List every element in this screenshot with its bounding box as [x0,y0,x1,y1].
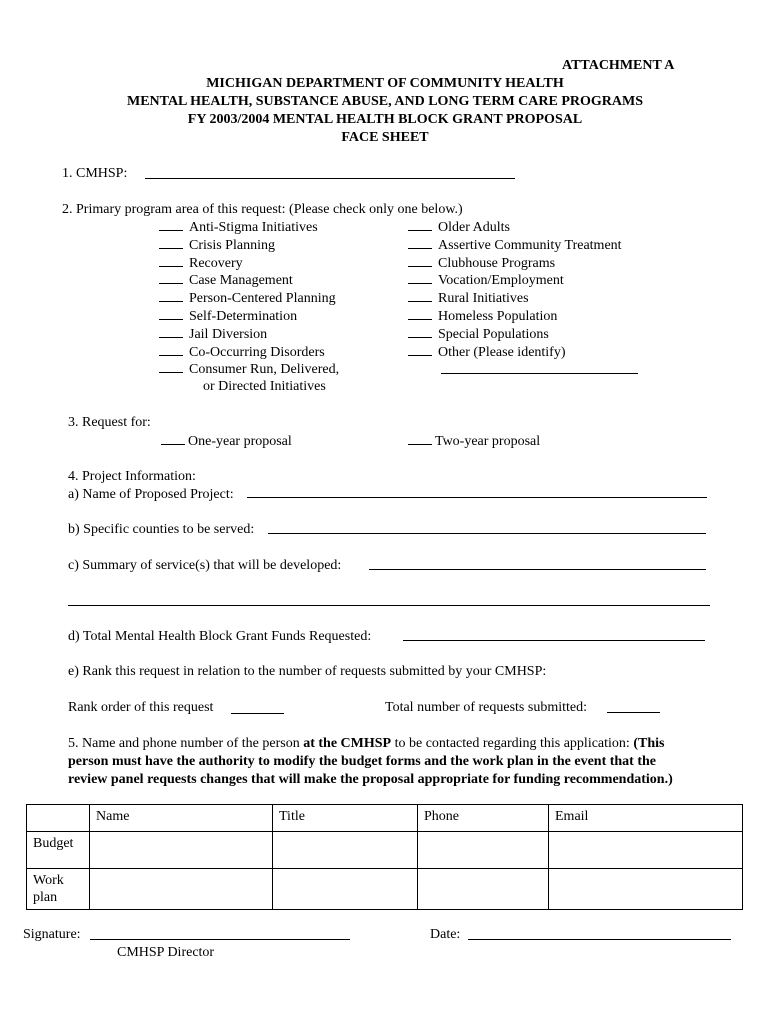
option-jail-diversion[interactable]: Jail Diversion [159,325,267,343]
option-recovery[interactable]: Recovery [159,254,243,272]
total-requests-label: Total number of requests submitted: [385,700,587,715]
column-header-phone: Phone [418,805,549,832]
funds-requested-label: d) Total Mental Health Block Grant Funds Requested: [68,629,372,644]
option-rural[interactable]: Rural Initiatives [408,289,529,307]
table-header-row [27,805,743,832]
row-label-work-plan: Work plan [27,869,90,910]
column-header-name: Name [90,805,273,832]
option-other[interactable]: Other (Please identify) [408,343,566,361]
date-field[interactable] [468,939,731,940]
option-older-adults[interactable]: Older Adults [408,218,510,236]
option-crisis-planning[interactable]: Crisis Planning [159,236,275,254]
signature-field[interactable] [90,939,350,940]
option-self-determination[interactable]: Self-Determination [159,307,297,325]
summary-field[interactable] [369,569,706,570]
checkbox-blank[interactable] [159,289,183,302]
option-homeless[interactable]: Homeless Population [408,307,557,325]
funds-requested-field[interactable] [403,640,705,641]
project-name-label: a) Name of Proposed Project: [68,487,234,502]
director-caption: CMHSP Director [117,945,215,960]
checkbox-blank[interactable] [408,343,432,356]
header-department: MICHIGAN DEPARTMENT OF COMMUNITY HEALTH [206,76,564,91]
counties-field[interactable] [268,533,706,534]
row-label-budget: Budget [27,832,90,869]
option-vocation[interactable]: Vocation/Employment [408,271,564,289]
option-consumer-run[interactable]: Consumer Run, Delivered, [159,360,339,378]
rank-order-field[interactable] [231,713,284,714]
other-identify-field[interactable] [441,373,638,374]
contacts-table [26,804,743,910]
project-info-label: 4. Project Information: [68,469,196,484]
checkbox-blank[interactable] [159,360,183,373]
rank-order-label: Rank order of this request [68,700,214,715]
checkbox-blank[interactable] [408,271,432,284]
request-for-label: 3. Request for: [68,415,151,430]
option-consumer-run-cont: or Directed Initiatives [203,379,326,394]
checkbox-blank[interactable] [159,325,183,338]
workplan-phone-cell[interactable] [418,869,549,910]
checkbox-blank[interactable] [159,307,183,320]
summary-field-line2[interactable] [68,605,710,606]
option-case-management[interactable]: Case Management [159,271,293,289]
table-corner-cell [27,805,90,832]
workplan-name-cell[interactable] [90,869,273,910]
checkbox-blank[interactable] [159,218,183,231]
option-special-populations[interactable]: Special Populations [408,325,549,343]
option-assertive-community[interactable]: Assertive Community Treatment [408,236,622,254]
column-header-email: Email [549,805,743,832]
contact-person-note-line3: review panel requests changes that will make the proposal appropriate for funding recommendation.) [68,772,673,787]
table-row [27,832,743,869]
checkbox-blank[interactable] [161,432,185,445]
counties-label: b) Specific counties to be served: [68,522,255,537]
checkbox-blank[interactable] [159,254,183,267]
attachment-label: ATTACHMENT A [562,58,675,73]
checkbox-blank[interactable] [408,307,432,320]
workplan-email-cell[interactable] [549,869,743,910]
checkbox-blank[interactable] [408,254,432,267]
checkbox-blank[interactable] [408,289,432,302]
program-area-label: 2. Primary program area of this request: (Please check only one below.) [62,202,463,217]
date-label: Date: [430,927,461,942]
budget-phone-cell[interactable] [418,832,549,869]
checkbox-blank[interactable] [408,236,432,249]
page-title: FACE SHEET [341,130,429,145]
budget-title-cell[interactable] [273,832,418,869]
checkbox-blank[interactable] [159,343,183,356]
option-anti-stigma[interactable]: Anti-Stigma Initiatives [159,218,318,236]
signature-label: Signature: [23,927,81,942]
column-header-title: Title [273,805,418,832]
rank-request-label: e) Rank this request in relation to the number of requests submitted by your CMHSP: [68,664,547,679]
header-proposal: FY 2003/2004 MENTAL HEALTH BLOCK GRANT PROPOSAL [187,112,583,127]
option-co-occurring[interactable]: Co-Occurring Disorders [159,343,325,361]
table-row [27,869,743,910]
header-programs: MENTAL HEALTH, SUBSTANCE ABUSE, AND LONG TERM CARE PROGRAMS [126,94,644,109]
option-clubhouse[interactable]: Clubhouse Programs [408,254,555,272]
option-one-year[interactable]: One-year proposal [161,432,292,450]
contact-person-label: 5. Name and phone number of the person at the CMHSP to be contacted regarding this application: (This [68,736,665,751]
workplan-title-cell[interactable] [273,869,418,910]
project-name-field[interactable] [247,497,707,498]
contact-person-note-line2: person must have the authority to modify the budget forms and the work plan in the event that the [68,754,657,769]
option-person-centered[interactable]: Person-Centered Planning [159,289,336,307]
budget-email-cell[interactable] [549,832,743,869]
checkbox-blank[interactable] [408,325,432,338]
cmhsp-field[interactable] [145,178,515,179]
total-requests-field[interactable] [607,712,660,713]
checkbox-blank[interactable] [408,218,432,231]
summary-label: c) Summary of service(s) that will be developed: [68,558,342,573]
cmhsp-label: 1. CMHSP: [62,166,128,181]
option-two-year[interactable]: Two-year proposal [408,432,540,450]
budget-name-cell[interactable] [90,832,273,869]
checkbox-blank[interactable] [159,236,183,249]
checkbox-blank[interactable] [408,432,432,445]
checkbox-blank[interactable] [159,271,183,284]
